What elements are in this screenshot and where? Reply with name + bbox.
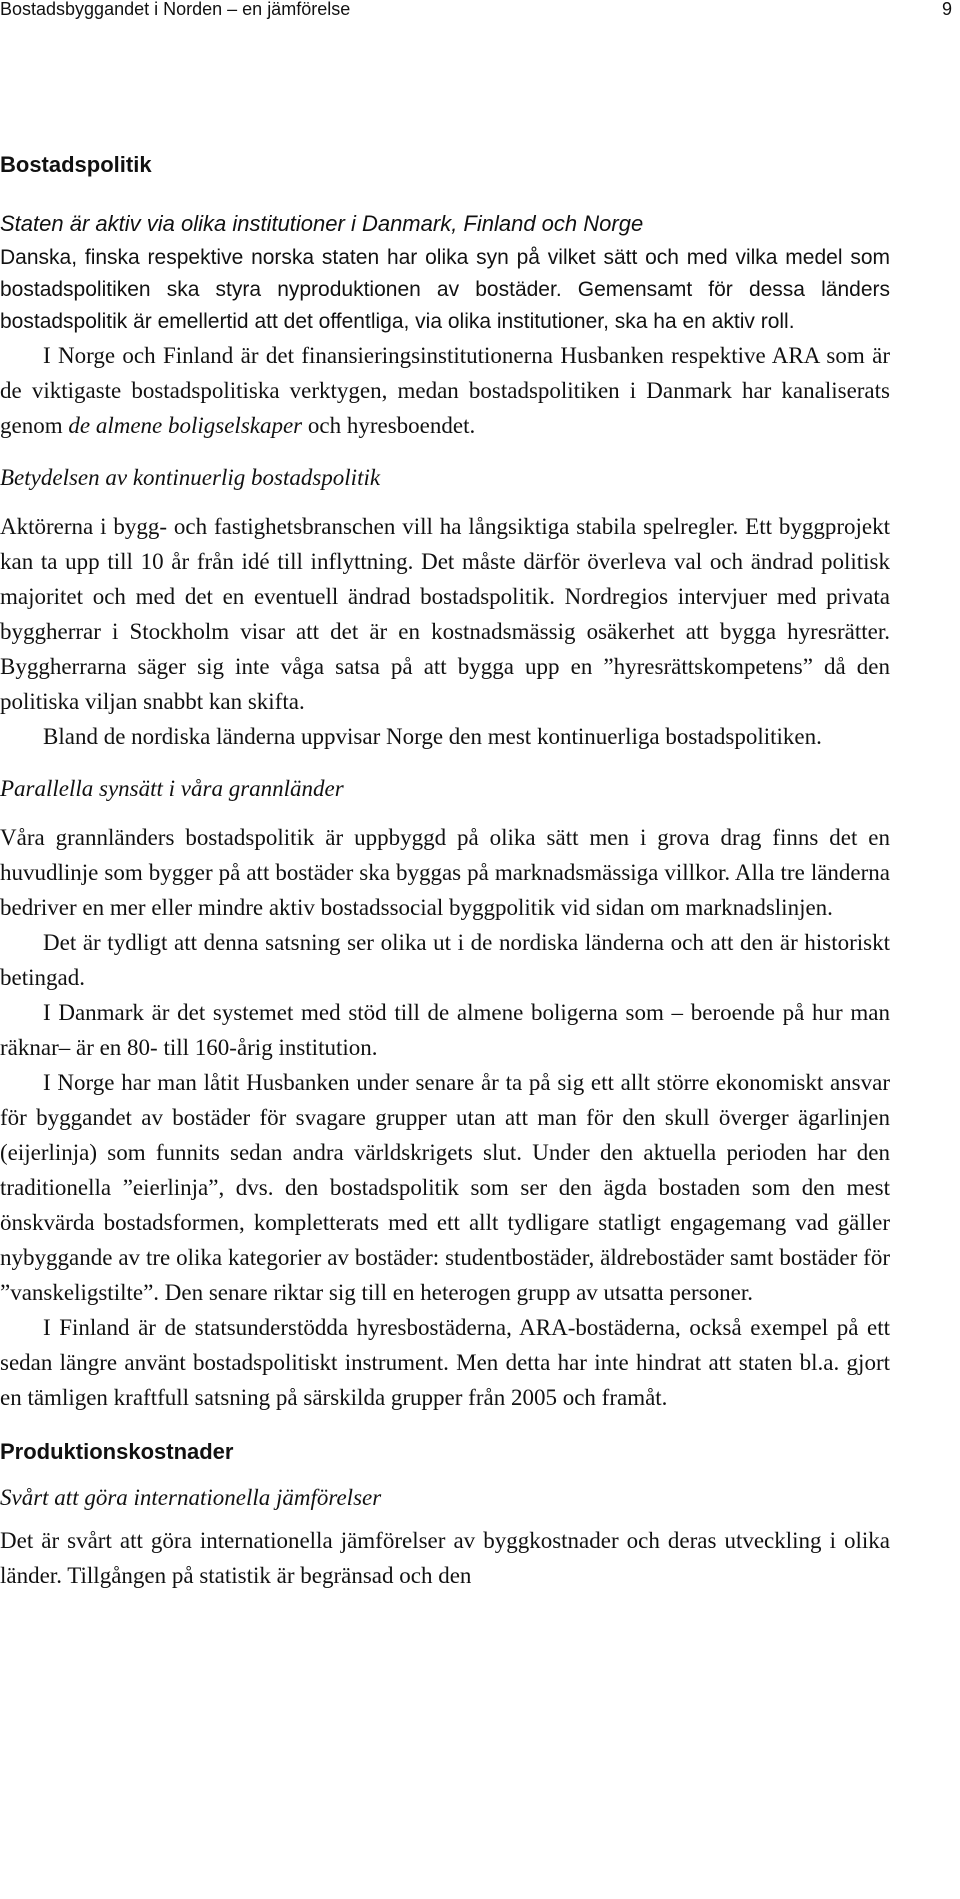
- emphasis-text: de almene boligselskaper: [68, 413, 303, 438]
- page-number: 9: [941, 0, 952, 19]
- paragraph: Det är tydligt att denna satsning ser olika ut i de nordiska länderna och att den är historiskt betingad.: [0, 930, 890, 990]
- heading-bostadspolitik: Bostadspolitik: [0, 152, 152, 177]
- paragraph: Det är svårt att göra internationella jämförelser av byggkostnader och deras utveckling i olika länder. Tillgången på statistik är begränsad och den: [0, 1528, 890, 1588]
- paragraph: [0, 338, 890, 443]
- subheading-parallella: Parallella synsätt i våra grannländer: [0, 776, 344, 801]
- paragraph-text: och hyresboendet.: [302, 413, 476, 438]
- running-title: Bostadsbyggandet i Norden – en jämförelse: [0, 0, 351, 19]
- paragraph: Bland de nordiska länderna uppvisar Norge den mest kontinuerliga bostadspolitiken.: [43, 724, 822, 749]
- page-body: [0, 150, 890, 1593]
- lead-in-heading: Staten är aktiv via olika institutioner i Danmark, Finland och Norge: [0, 211, 644, 236]
- subheading-kontinuerlig: Betydelsen av kontinuerlig bostadspolitik: [0, 465, 381, 490]
- paragraph: Aktörerna i bygg- och fastighetsbranschen vill ha långsiktiga stabila spelregler. Ett byggprojekt kan ta upp till 10 år från idé till inflyttning. Det måste därför överleva val och ändrad politisk majoritet och med det en eventuell ändrad bostadspolitik. Nordregios intervjuer med privata byggherrar i Stockholm visar att det är en kostnadsmässig osäkerhet att bygga hyresrätter. Byggherrarna säger sig inte våga satsa på att bygga upp en ”hyresrättskompetens” då den politiska viljan snabbt kan skifta.: [0, 514, 890, 714]
- paragraph: Danska, finska respektive norska staten har olika syn på vilket sätt och med vilka medel som bostadspolitiken ska styra nyproduktionen av bostäder. Gemensamt för dessa länders bostadspolitik är emellertid att det offentliga, via olika institutioner, ska ha en aktiv roll.: [0, 246, 890, 333]
- paragraph-text: I Norge och Finland är det finansieringsinstitutionerna Husbanken respektive ARA som är de viktigaste bostadspolitiska verktygen, medan bostadspolitiken i Danmark har kanaliserats genom: [0, 343, 890, 438]
- paragraph: I Norge har man låtit Husbanken under senare år ta på sig ett allt större ekonomiskt ansvar för byggandet av bostäder för svagare grupper utan att man för den skull överger ägarlinjen (eijerlinja) som funnits sedan andra världskrigets slut. Under den aktuella perioden har den traditionella ”eierlinja”, dvs. den bostadspolitik som ser den ägda bostaden som den mest önskvärda bostadsformen, kompletterats med ett allt tydligare statligt engagemang vad gäller nybyggande av tre olika kategorier av bostäder: studentbostäder, äldrebostäder samt bostäder för ”vanskeligstilte”. Den senare riktar sig till en heterogen grupp av utsatta personer.: [0, 1070, 890, 1305]
- heading-produktionskostnader: Produktionskostnader: [0, 1439, 234, 1464]
- paragraph: I Danmark är det systemet med stöd till de almene boligerna som – beroende på hur man räknar– är en 80- till 160-årig institution.: [0, 1000, 890, 1060]
- paragraph: I Finland är de statsunderstödda hyresbostäderna, ARA-bostäderna, också exempel på ett sedan längre använt bostadspolitiskt instrument. Men detta har inte hindrat att staten bl.a. gjort en tämligen kraftfull satsning på särskilda grupper från 2005 och framåt.: [0, 1315, 890, 1410]
- subheading-jamforelser: Svårt att göra internationella jämförelser: [0, 1485, 382, 1510]
- page-header: [0, 0, 952, 30]
- paragraph: Våra grannländers bostadspolitik är uppbyggd på olika sätt men i grova drag finns det en huvudlinje som bygger på att bostäder ska byggas på marknadsmässiga villkor. Alla tre länderna bedriver en mer eller mindre aktiv bostadssocial byggpolitik vid sidan om marknadslinjen.: [0, 825, 890, 920]
